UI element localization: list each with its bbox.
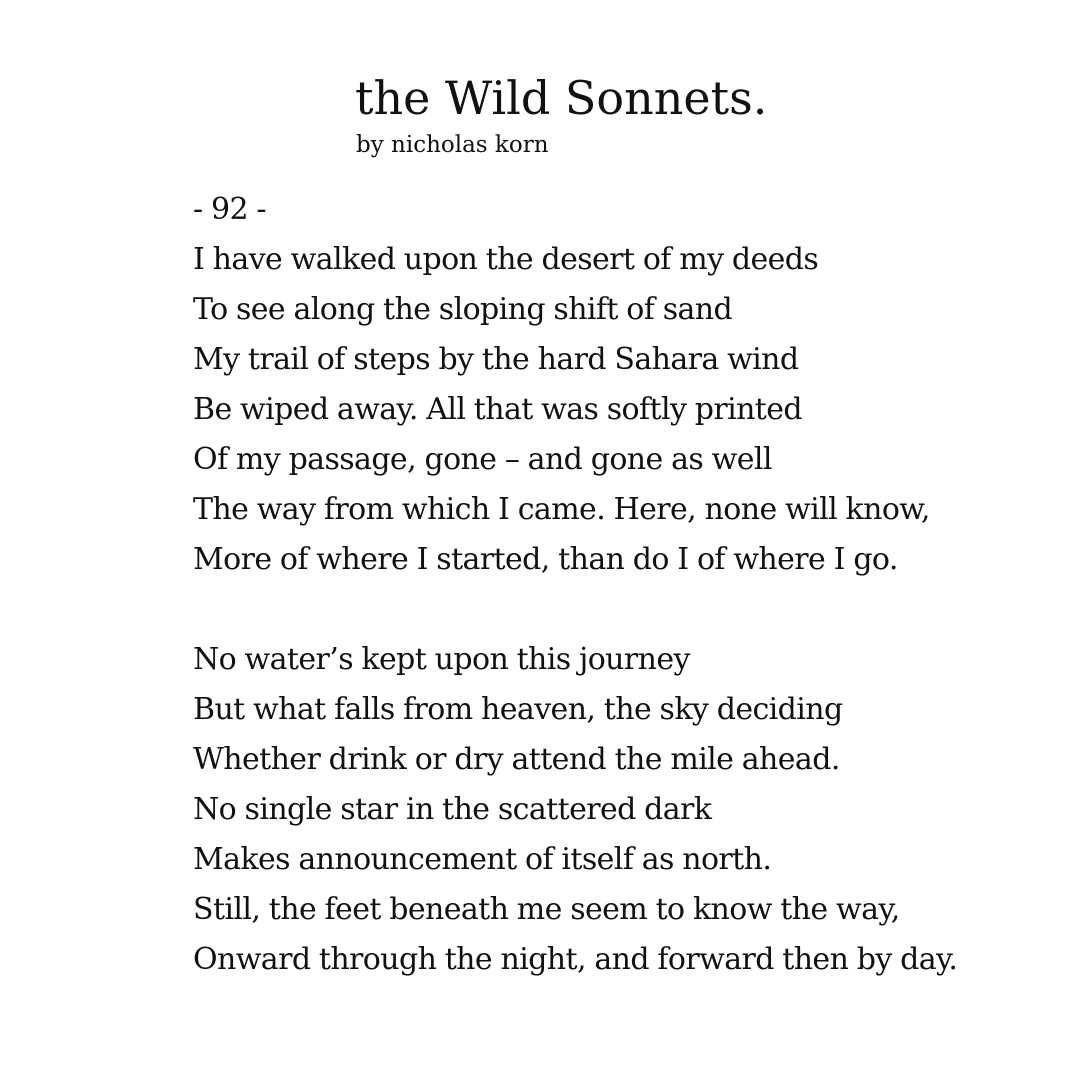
stanza-divider [193,585,1073,635]
poem-body [193,185,1073,985]
page-title: the Wild Sonnets. [355,71,768,125]
poem-line: Be wiped away. All that was softly printed [193,392,803,427]
stanza-1 [193,235,1073,585]
stanza-2 [193,635,1073,985]
poem-line: My trail of steps by the hard Sahara wind [193,342,799,377]
poem-line: The way from which I came. Here, none will know, [193,492,930,527]
poem-line: Onward through the night, and forward then by day. [193,942,958,977]
poem-line: More of where I started, than do I of where I go. [193,542,898,577]
sonnet-number: - 92 - [193,192,266,227]
poem-line: But what falls from heaven, the sky deciding [193,692,843,727]
author-byline: by nicholas korn [356,132,549,158]
poem-line: Makes announcement of itself as north. [193,842,772,877]
poem-line: No single star in the scattered dark [193,792,712,827]
poem-line: Of my passage, gone – and gone as well [193,442,772,477]
poem-line: Still, the feet beneath me seem to know the way, [193,892,900,927]
poem-line: To see along the sloping shift of sand [193,292,733,327]
poem-line: Whether drink or dry attend the mile ahead. [193,742,840,777]
poem-line: No water’s kept upon this journey [193,642,690,677]
poem-line: I have walked upon the desert of my deeds [193,242,819,277]
